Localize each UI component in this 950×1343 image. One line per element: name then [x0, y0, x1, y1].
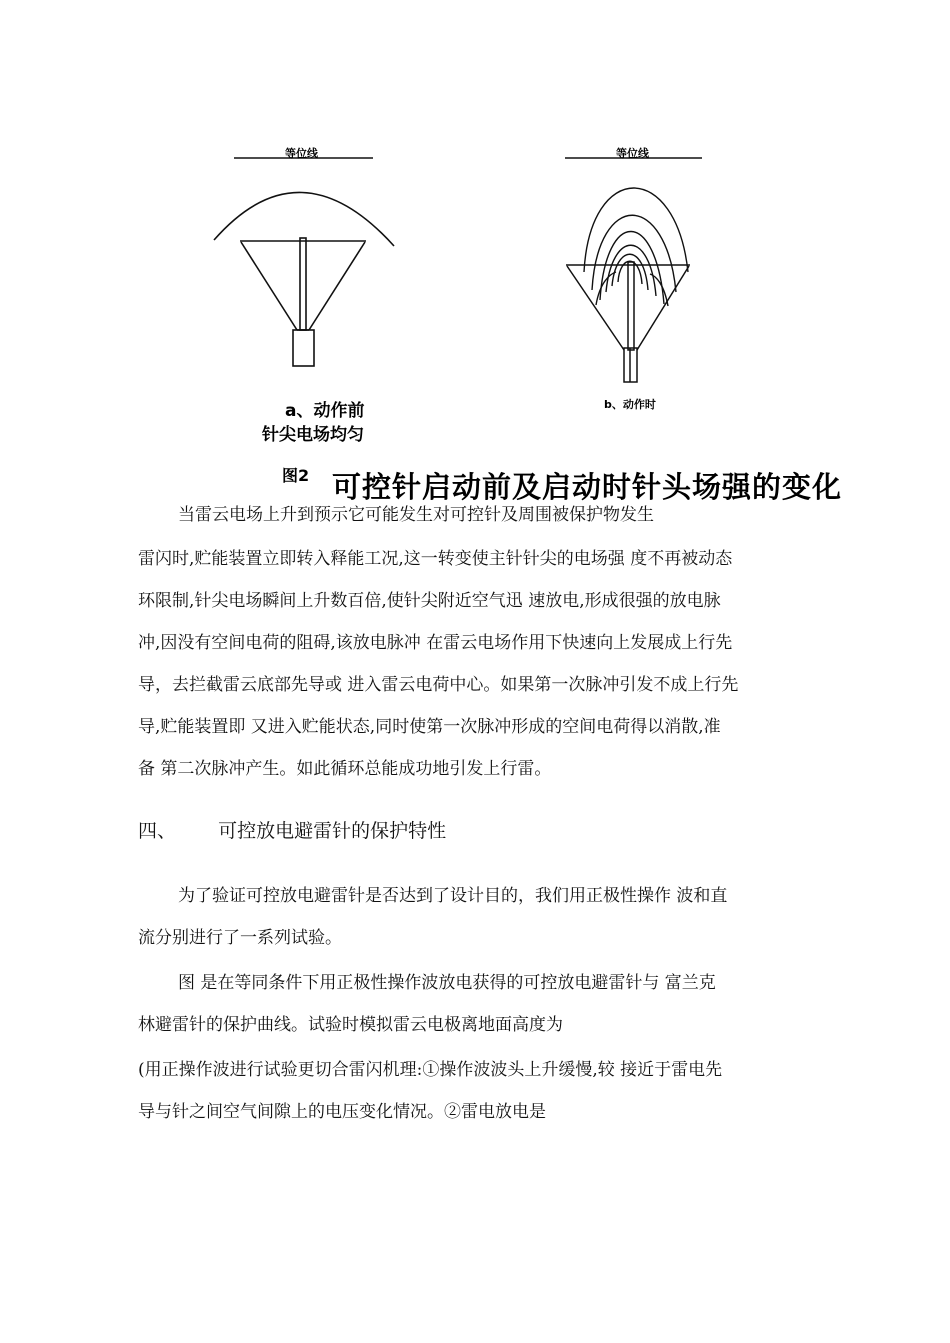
equipotential-label-a: 等位线: [285, 147, 318, 160]
panel-a-caption-line1: a、动作前: [285, 401, 365, 421]
paragraph-line: 环限制,针尖电场瞬间上升数百倍,使针尖附近空气迅 速放电,形成很强的放电脉: [138, 591, 721, 611]
figure-number: 图2: [282, 466, 310, 485]
paragraph-4: [138, 1049, 818, 1133]
paragraph-line: 导，去拦截雷云底部先导或 进入雷云电荷中心。如果第一次脉冲引发不成上行先: [138, 675, 739, 695]
equipotential-label-b: 等位线: [616, 147, 649, 160]
funnel-left-a: [241, 242, 297, 330]
needle-rod-b: [628, 262, 634, 350]
section-heading: [138, 816, 446, 843]
section-title: 可控放电避雷针的保护特性: [218, 820, 447, 842]
paragraph-line: 导,贮能装置即 又进入贮能状态,同时使第一次脉冲形成的空间电荷得以消散,准: [138, 717, 721, 737]
paragraph-line: 图 是在等同条件下用正极性操作波放电获得的可控放电避雷针与 富兰克: [178, 973, 716, 993]
paragraph-line: 导与针之间空气间隙上的电压变化情况。②雷电放电是: [138, 1102, 546, 1122]
panel-a-needle-diagram: [214, 158, 394, 366]
section-number: 四、: [138, 820, 177, 842]
panel-a-caption-line2: 针尖电场均匀: [262, 425, 364, 445]
paragraph-line: (用正操作波进行试验更切合雷闪机理:①操作波波头上升缓慢,较 接近于雷电先: [138, 1060, 723, 1080]
paragraph-line: 流分别进行了一系列试验。: [138, 928, 342, 948]
distorted-equipotential-lines-b: [584, 188, 688, 306]
funnel-left-b: [567, 266, 624, 350]
paragraph-line: 备 第二次脉冲产生。如此循环总能成功地引发上行雷。: [138, 759, 552, 779]
paragraph-line: 冲,因没有空间电荷的阻碍,该放电脉冲 在雷云电场作用下快速向上发展成上行先: [138, 633, 733, 653]
figure-title: 可控针启动前及启动时针头场强的变化: [332, 470, 843, 504]
funnel-right-a: [309, 242, 365, 330]
paragraph-line: 为了验证可控放电避雷针是否达到了设计目的，我们用正极性操作 波和直: [178, 886, 728, 906]
panel-b-caption: b、动作时: [604, 398, 656, 411]
panel-b-needle-diagram: [565, 158, 702, 382]
paragraph-line: 林避雷针的保护曲线。试验时模拟雷云电极离地面高度为: [138, 1015, 563, 1035]
funnel-right-b: [637, 266, 689, 350]
needle-base-a: [293, 330, 314, 366]
paragraph-line: 当雷云电场上升到预示它可能发生对可控针及周围被保护物发生: [178, 505, 654, 525]
paragraph-2: [138, 875, 818, 959]
paragraph-line: 雷闪时,贮能装置立即转入释能工况,这一转变使主针针尖的电场强 度不再被动态: [138, 549, 733, 569]
paragraph-1: [138, 494, 818, 790]
paragraph-3: [138, 962, 818, 1046]
needle-rod-a: [300, 238, 306, 330]
figure-2-diagram: [0, 0, 950, 480]
